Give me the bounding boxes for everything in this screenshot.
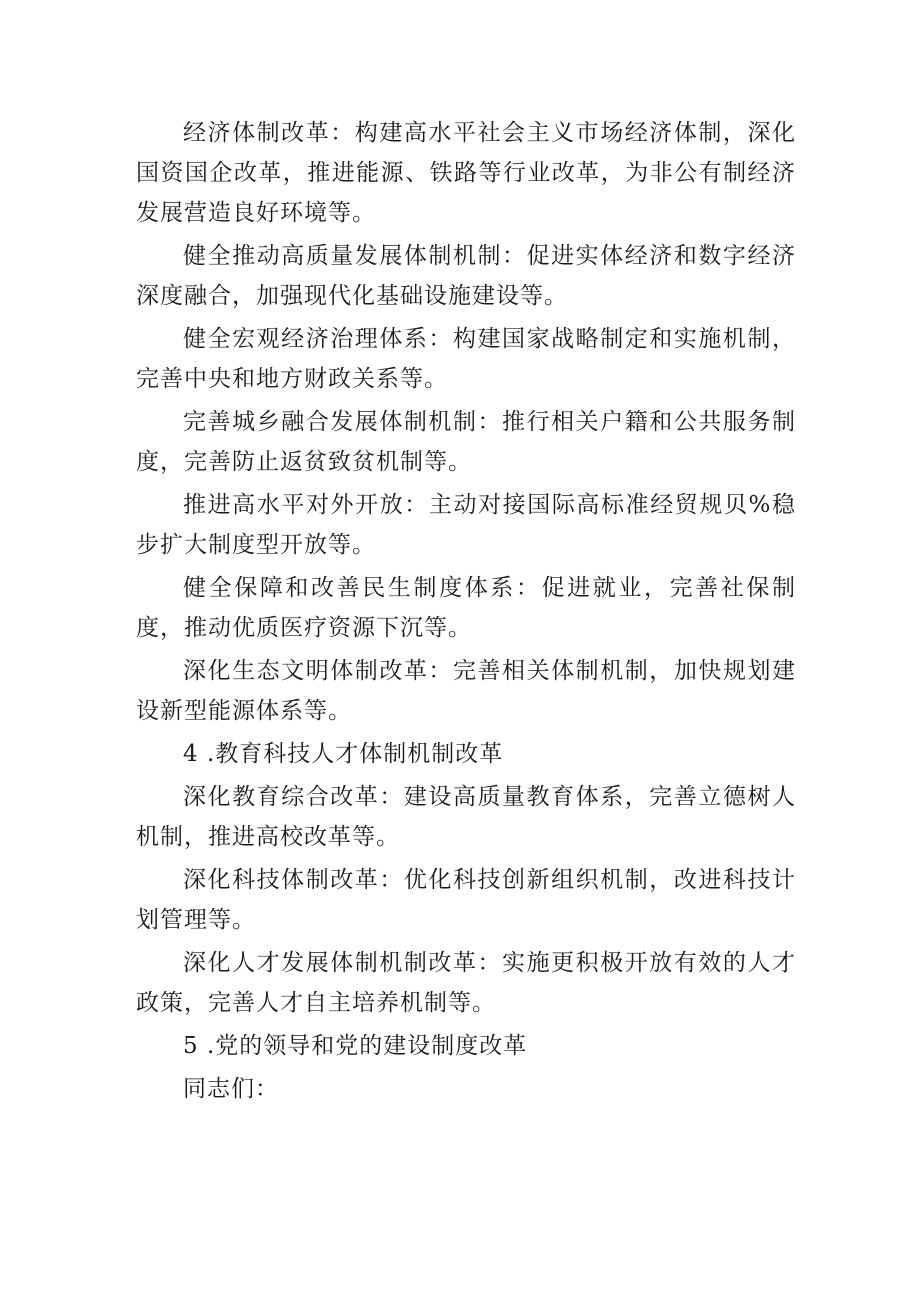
paragraph-opening-up: 推进高水平对外开放：主动对接国际高标准经贸规贝%稳步扩大制度型开放等。 [136,492,796,558]
paragraph-ecological: 深化生态文明体制改革：完善相关体制机制，加快规划建设新型能源体系等。 [136,658,796,724]
paragraph-macro-governance: 健全宏观经济治理体系：构建国家战略制定和实施机制，完善中央和地方财政关系等。 [136,326,796,392]
paragraph-salutation: 同志们： [183,1076,279,1102]
paragraph-education-reform: 深化教育综合改革：建设高质量教育体系，完善立德树人机制，推进高校改革等。 [136,784,796,850]
paragraph-livelihood: 健全保障和改善民生制度体系：促进就业，完善社保制度，推动优质医疗资源下沉等。 [136,575,796,641]
paragraph-economic-reform: 经济体制改革：构建高水平社会主义市场经济体制，深化国资国企改革，推进能源、铁路等行业改革，为非公有制经济发展营造良好环境等。 [136,120,796,226]
paragraph-talent-reform: 深化人才发展体制机制改革：实施更积极开放有效的人才政策，完善人才自主培养机制等。 [136,950,796,1016]
document-body [136,113,796,1112]
paragraph-high-quality-development: 健全推动高质量发展体制机制：促进实体经济和数字经济深度融合，加强现代化基础设施建设等。 [136,243,796,309]
paragraph-urban-rural-integration: 完善城乡融合发展体制机制：推行相关户籍和公共服务制度，完善防止返贫致贫机制等。 [136,409,796,475]
paragraph-science-reform: 深化科技体制改革：优化科技创新组织机制，改进科技计划管理等。 [136,867,796,933]
section-heading-education-science-talent: 4 .教育科技人才体制机制改革 [183,741,504,767]
section-heading-party-leadership: 5 .党的领导和党的建设制度改革 [183,1033,528,1059]
